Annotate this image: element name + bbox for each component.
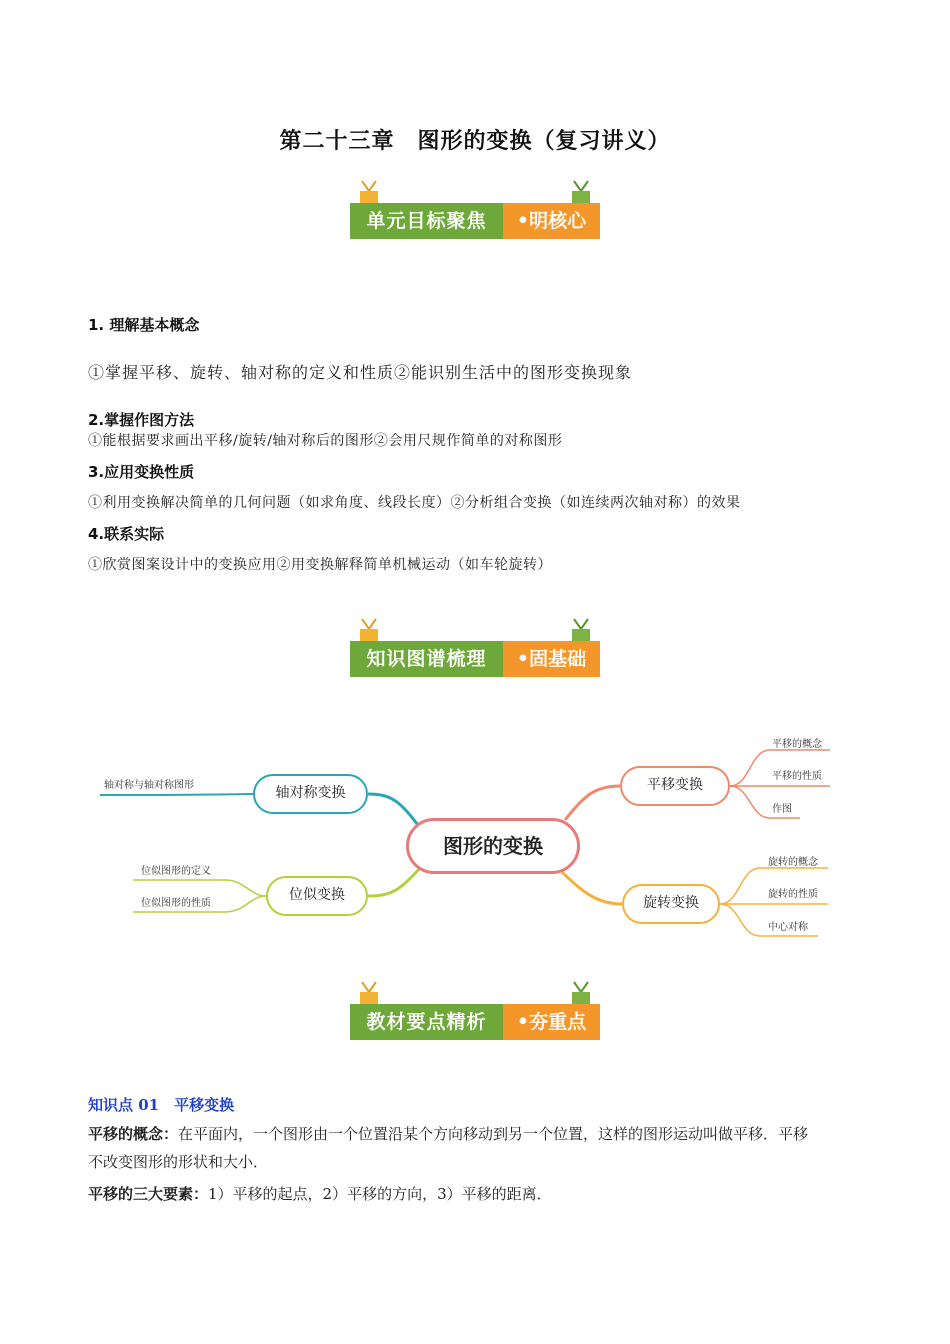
- goal-text-1: ①掌握平移、旋转、轴对称的定义和性质②能识别生活中的图形变换现象: [88, 363, 633, 382]
- mindmap-leaf: 位似图形的性质: [141, 898, 211, 909]
- section-banner-goals: [350, 203, 600, 239]
- concept-text: 在平面内，一个图形由一个位置沿某个方向移动到另一个位置，这样的图形运动叫做平移．平移: [178, 1125, 809, 1143]
- goal-heading-1: 1. 理解基本概念: [88, 316, 200, 334]
- binder-clip-icon: [570, 179, 592, 205]
- concept-text-cont: 不改变图形的形状和大小．: [88, 1153, 269, 1171]
- section-banner-knowledge-map: [350, 641, 600, 677]
- banner-main-text: 单元目标聚焦: [350, 203, 503, 239]
- binder-clip-icon: [570, 980, 592, 1006]
- mindmap-center-node: 图形的变换: [406, 818, 580, 874]
- binder-clip-icon: [570, 617, 592, 643]
- binder-clip-icon: [358, 179, 380, 205]
- goal-heading-3: 3.应用变换性质: [88, 463, 195, 481]
- goal-text-4: ①欣赏图案设计中的变换应用②用变换解释简单机械运动（如车轮旋转）: [88, 557, 552, 573]
- mindmap-leaf: 平移的性质: [772, 771, 822, 782]
- mindmap-node-axis: 轴对称变换: [253, 774, 368, 814]
- goal-heading-4: 4.联系实际: [88, 525, 165, 543]
- binder-clip-icon: [358, 617, 380, 643]
- three-elements-paragraph: [88, 1180, 898, 1208]
- banner-main-text: 教材要点精析: [350, 1004, 503, 1040]
- concept-paragraph: [88, 1120, 898, 1176]
- page-title: 第二十三章 图形的变换（复习讲义）: [279, 129, 671, 154]
- mindmap-leaf: 旋转的性质: [768, 889, 818, 900]
- mindmap-leaf: 中心对称: [768, 922, 808, 933]
- mindmap-leaf: 轴对称与轴对称图形: [104, 780, 194, 791]
- three-elements-label: 平移的三大要素：: [88, 1185, 209, 1203]
- concept-label: 平移的概念：: [88, 1125, 179, 1143]
- binder-clip-icon: [358, 980, 380, 1006]
- mindmap-leaf: 旋转的概念: [768, 857, 818, 868]
- mindmap-leaf: 平移的概念: [772, 739, 822, 750]
- banner-tag-text: •明核心: [503, 203, 600, 239]
- goal-heading-2: 2.掌握作图方法: [88, 411, 195, 429]
- three-elements-text: 1）平移的起点，2）平移的方向，3）平移的距离．: [208, 1185, 552, 1203]
- knowledge-point-heading: 知识点 01 平移变换: [88, 1096, 235, 1114]
- mindmap-leaf: 位似图形的定义: [141, 866, 211, 877]
- mindmap-node-similar: 位似变换: [266, 876, 368, 916]
- mindmap-node-translate: 平移变换: [620, 766, 730, 806]
- section-banner-key-points: [350, 1004, 600, 1040]
- goal-text-3: ①利用变换解决简单的几何问题（如求角度、线段长度）②分析组合变换（如连续两次轴对称）的效果: [88, 495, 741, 511]
- banner-main-text: 知识图谱梳理: [350, 641, 503, 677]
- banner-tag-text: •夯重点: [503, 1004, 600, 1040]
- banner-tag-text: •固基础: [503, 641, 600, 677]
- goal-text-2: ①能根据要求画出平移/旋转/轴对称后的图形②会用尺规作简单的对称图形: [88, 433, 563, 449]
- mindmap-node-rotate: 旋转变换: [622, 884, 720, 924]
- mindmap-leaf: 作图: [772, 804, 792, 815]
